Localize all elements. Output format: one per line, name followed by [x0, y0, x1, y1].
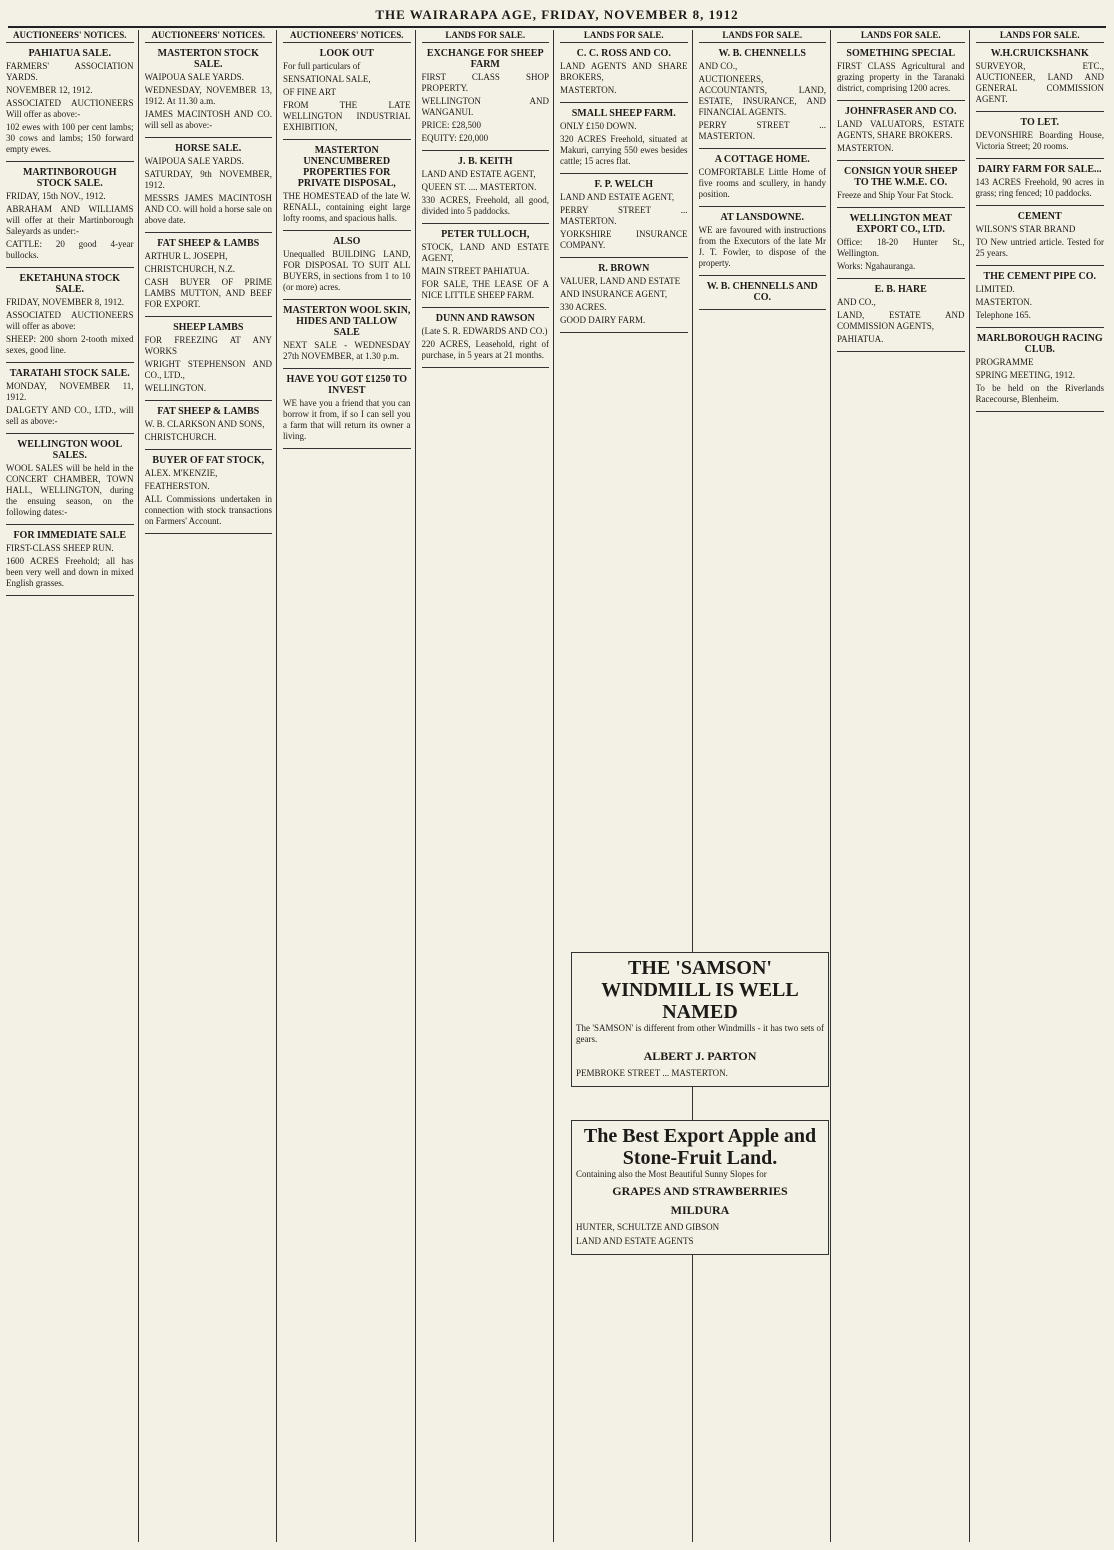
ad-heading: AT LANSDOWNE. — [720, 212, 805, 223]
ad-heading: TO LET. — [1020, 117, 1060, 128]
ad-block — [283, 143, 411, 231]
ad-text: MONDAY, NOVEMBER 11, 1912. — [6, 381, 134, 402]
ad-heading: MARLBOROUGH RACING CLUB. — [976, 333, 1103, 355]
ad-block — [422, 154, 550, 224]
ad-heading: JOHNFRASER AND CO. — [845, 106, 957, 117]
samson-title: THE 'SAMSON' WINDMILL IS WELL NAMED — [601, 957, 799, 1023]
ad-text: FEATHERSTON. — [144, 481, 210, 491]
ad-heading: FOR IMMEDIATE SALE — [13, 530, 127, 541]
ad-text: WAIPOUA SALE YARDS. — [144, 72, 244, 82]
ad-block — [422, 311, 550, 368]
ad-heading: DUNN AND RAWSON — [435, 313, 535, 324]
ad-text: ARTHUR L. JOSEPH, — [144, 251, 228, 261]
ad-text: ABRAHAM AND WILLIAMS will offer at their Martinborough Saleyards as under:- — [6, 204, 134, 236]
ad-text: EQUITY: £20,000 — [421, 133, 489, 143]
mildura-title: The Best Export Apple and Stone-Fruit Land. — [583, 1125, 817, 1169]
ad-text: GOOD DAIRY FARM. — [560, 315, 646, 325]
samson-line-1: The 'SAMSON' is different from other Windmills - it has two sets of gears. — [576, 1023, 824, 1044]
ad-block — [145, 236, 273, 317]
column-head: AUCTIONEERS' NOTICES. — [145, 30, 273, 43]
ad-text: ONLY £150 DOWN. — [560, 121, 637, 131]
column-1 — [6, 30, 139, 1542]
column-head: LANDS FOR SALE. — [976, 30, 1105, 43]
ad-text: W. B. CLARKSON AND SONS, — [144, 419, 265, 429]
ad-text: 220 ACRES, Leasehold, right of purchase, in 5 years at 21 months. — [421, 339, 549, 360]
ad-text: WRIGHT STEPHENSON AND CO., LTD., — [144, 359, 272, 380]
ad-text: WELLINGTON. — [144, 383, 207, 393]
ad-text: LAND VALUATORS, ESTATE AGENTS, SHARE BROKERS. — [837, 119, 965, 140]
ad-block — [976, 115, 1105, 159]
column-4 — [422, 30, 555, 1542]
samson-line-3: PEMBROKE STREET ... MASTERTON. — [576, 1068, 728, 1078]
ad-heading: F. P. WELCH — [594, 179, 654, 190]
column-head: AUCTIONEERS' NOTICES. — [6, 30, 134, 43]
columns — [6, 30, 1108, 1542]
ad-heading: EXCHANGE FOR SHEEP FARM — [426, 48, 544, 70]
ad-heading: HORSE SALE. — [175, 143, 242, 154]
ad-text: ALL Commissions undertaken in connection with stock transactions on Farmers' Account. — [144, 494, 272, 526]
ad-block — [837, 104, 965, 161]
column-3 — [283, 30, 416, 1542]
ad-text: DEVONSHIRE Boarding House, Victoria Street; 20 rooms. — [975, 130, 1104, 151]
ad-text: ASSOCIATED AUCTIONEERS will offer as above: — [6, 310, 134, 331]
ad-text: SENSATIONAL SALE, — [283, 74, 371, 84]
samson-windmill-ad — [571, 952, 829, 1087]
ad-text: LAND, ESTATE AND COMMISSION AGENTS, — [837, 310, 965, 331]
ad-heading: C. C. ROSS AND CO. — [576, 48, 671, 59]
ad-text: ASSOCIATED AUCTIONEERS Will offer as above:- — [6, 98, 134, 119]
ad-text: 1600 ACRES Freehold; all has been very well and down in mixed English grasses. — [6, 556, 134, 588]
ad-block — [6, 46, 134, 162]
ad-text: AND CO., — [698, 61, 738, 71]
ad-text: CASH BUYER OF PRIME LAMBS MUTTON, AND BEEF FOR EXPORT. — [144, 277, 272, 309]
ad-heading: MASTERTON STOCK SALE. — [157, 48, 259, 70]
ad-block — [6, 165, 134, 268]
ad-heading: MASTERTON UNENCUMBERED PROPERTIES FOR PRIVATE DISPOSAL, — [297, 145, 396, 189]
column-6 — [699, 30, 832, 1542]
ad-text: FOR SALE, THE LEASE OF A NICE LITTLE SHEEP FARM. — [421, 279, 549, 300]
ad-text: THE HOMESTEAD of the late W. RENALL, containing eight large lofty rooms, and spacious halls. — [283, 191, 411, 223]
ad-heading: CONSIGN YOUR SHEEP TO THE W.M.E. CO. — [843, 166, 958, 188]
ad-text: DALGETY AND CO., LTD., will sell as above:- — [6, 405, 134, 426]
ad-heading: MARTINBOROUGH STOCK SALE. — [22, 167, 117, 189]
ad-heading: FAT SHEEP & LAMBS — [157, 238, 260, 249]
ad-block — [283, 234, 411, 300]
ad-block — [699, 210, 827, 276]
ad-heading: ALSO — [333, 236, 361, 247]
ad-block — [699, 152, 827, 207]
ad-text: SPRING MEETING, 1912. — [975, 370, 1076, 380]
column-head: LANDS FOR SALE. — [422, 30, 550, 43]
ad-heading: WELLINGTON WOOL SALES. — [17, 439, 123, 461]
ad-heading: CEMENT — [1017, 211, 1062, 222]
ad-text: 330 ACRES. — [560, 302, 607, 312]
ad-heading: SHEEP LAMBS — [173, 322, 244, 333]
ad-block — [422, 227, 550, 308]
ad-block — [976, 331, 1105, 412]
ad-heading: DAIRY FARM FOR SALE... — [977, 164, 1102, 175]
masthead: THE WAIRARAPA AGE, FRIDAY, NOVEMBER 8, 1912 — [8, 4, 1106, 28]
ad-text: For full particulars of — [283, 61, 361, 71]
ad-text: MASTERTON. — [837, 143, 894, 153]
ad-text: NEXT SALE - WEDNESDAY 27th NOVEMBER, at 1.30 p.m. — [283, 340, 411, 361]
ad-heading: E. B. HARE — [874, 284, 927, 295]
ad-heading: WELLINGTON MEAT EXPORT CO., LTD. — [849, 213, 952, 235]
ad-text: AUCTIONEERS, ACCOUNTANTS, LAND, ESTATE, INSURANCE, AND FINANCIAL AGENTS. — [698, 74, 826, 117]
ad-text: CHRISTCHURCH. — [144, 432, 217, 442]
ad-heading: THE CEMENT PIPE CO. — [983, 271, 1097, 282]
ad-text: FRIDAY, 15th NOV., 1912. — [6, 191, 106, 201]
ad-text: YORKSHIRE INSURANCE COMPANY. — [560, 229, 688, 250]
ad-block — [6, 366, 134, 434]
column-2 — [145, 30, 278, 1542]
ad-text: 330 ACRES, Freehold, all good, divided into 5 paddocks. — [421, 195, 549, 216]
ad-text: LAND AGENTS AND SHARE BROKERS, — [560, 61, 688, 82]
ad-heading: EKETAHUNA STOCK SALE. — [19, 273, 120, 295]
ad-block — [837, 164, 965, 208]
ad-heading: PAHIATUA SALE. — [28, 48, 111, 59]
ad-block — [6, 528, 134, 596]
samson-contact: ALBERT J. PARTON — [643, 1049, 757, 1063]
ad-heading: LOOK OUT — [319, 48, 374, 59]
ad-text: WE are favoured with instructions from the Executors of the late Mr J. T. Fowler, to dispose of the property. — [698, 225, 826, 268]
ad-block — [422, 46, 550, 151]
ad-text: To be held on the Riverlands Racecourse, Blenheim. — [975, 383, 1104, 404]
ad-text: WE have you a friend that you can borrow it from, if so I can sell you a farm that will return its owner a living. — [283, 398, 411, 441]
ad-text: PERRY STREET ... MASTERTON. — [698, 120, 826, 141]
column-head: LANDS FOR SALE. — [560, 30, 688, 43]
ad-text: SATURDAY, 9th NOVEMBER, 1912. — [144, 169, 272, 190]
ad-block — [699, 46, 827, 149]
ad-heading: HAVE YOU GOT £1250 TO INVEST — [286, 374, 408, 396]
mildura-line-3: MILDURA — [670, 1203, 730, 1217]
ad-text: VALUER, LAND AND ESTATE — [560, 276, 681, 286]
ad-block — [283, 303, 411, 369]
ad-text: PRICE: £28,500 — [421, 120, 482, 130]
ad-text: Telephone 165. — [975, 310, 1031, 320]
ad-text: WELLINGTON AND WANGANUI. — [421, 96, 549, 117]
ad-heading: W. B. CHENNELLS — [718, 48, 806, 59]
ad-text: Unequalled BUILDING LAND, FOR DISPOSAL TO SUIT ALL BUYERS, in sections from 1 to 10 (or more) acres. — [283, 249, 411, 292]
ad-text: WEDNESDAY, NOVEMBER 13, 1912. At 11.30 a.m. — [144, 85, 272, 106]
ad-text: FIRST-CLASS SHEEP RUN. — [6, 543, 114, 553]
ad-heading: FAT SHEEP & LAMBS — [157, 406, 260, 417]
ad-text: Works: Ngahauranga. — [837, 261, 916, 271]
ad-text: 102 ewes with 100 per cent lambs; 30 cows and lambs; 150 forward empty ewes. — [6, 122, 134, 154]
ad-text: FOR FREEZING AT ANY WORKS — [144, 335, 272, 356]
ad-heading: J. B. KEITH — [458, 156, 513, 167]
ad-heading: W. B. CHENNELLS AND CO. — [706, 281, 818, 303]
mildura-line-5: LAND AND ESTATE AGENTS — [576, 1236, 694, 1246]
ad-block — [837, 211, 965, 279]
ad-text: WILSON'S STAR BRAND — [975, 224, 1076, 234]
ad-block — [976, 269, 1105, 328]
ad-text: 320 ACRES Freehold, situated at Makuri, carrying 550 ewes besides cattle; 15 acres flat. — [560, 134, 688, 166]
ad-text: WOOL SALES will be held in the CONCERT CHAMBER, TOWN HALL, WELLINGTON, during the ensuing season, on the following dates:- — [6, 463, 134, 517]
ad-text: STOCK, LAND AND ESTATE AGENT, — [421, 242, 549, 263]
mildura-ad — [571, 1120, 829, 1255]
ad-text: PERRY STREET ... MASTERTON. — [560, 205, 688, 226]
ad-heading: SMALL SHEEP FARM. — [571, 108, 676, 119]
column-head: LANDS FOR SALE. — [837, 30, 965, 43]
ad-heading: BUYER OF FAT STOCK, — [152, 455, 265, 466]
ad-text: QUEEN ST. .... MASTERTON. — [421, 182, 537, 192]
mildura-line-1: Containing also the Most Beautiful Sunny Slopes for — [576, 1169, 767, 1179]
ad-text: MASTERTON. — [560, 85, 617, 95]
ad-block — [145, 320, 273, 401]
ad-text: FARMERS' ASSOCIATION YARDS. — [6, 61, 134, 82]
ad-heading: PETER TULLOCH, — [441, 229, 530, 240]
ad-text: NOVEMBER 12, 1912. — [6, 85, 93, 95]
ad-block — [6, 271, 134, 363]
ad-text: MAIN STREET PAHIATUA. — [421, 266, 530, 276]
ad-text: FIRST CLASS SHOP PROPERTY. — [421, 72, 549, 93]
column-head: AUCTIONEERS' NOTICES. — [283, 30, 411, 43]
ad-block — [837, 282, 965, 352]
ad-heading: R. BROWN — [598, 263, 650, 274]
ad-heading: SOMETHING SPECIAL — [846, 48, 956, 59]
ad-text: Office: 18-20 Hunter St., Wellington. — [837, 237, 965, 258]
ad-text: MASTERTON. — [975, 297, 1033, 307]
ad-block — [560, 177, 688, 258]
ad-text: (Late S. R. EDWARDS AND CO.) — [421, 326, 548, 336]
ad-text: WAIPOUA SALE YARDS. — [144, 156, 244, 166]
ad-text: JAMES MACINTOSH AND CO. will sell as above:- — [144, 109, 272, 130]
ad-text: LIMITED. — [975, 284, 1015, 294]
ad-block — [145, 453, 273, 534]
ad-text: FIRST CLASS Agricultural and grazing property in the Taranaki district, comprising 1200 acres. — [837, 61, 965, 93]
ad-block — [560, 261, 688, 333]
ad-text: TO New untried article. Tested for 25 years. — [975, 237, 1104, 258]
ad-heading: A COTTAGE HOME. — [714, 154, 810, 165]
ad-text: PAHIATUA. — [837, 334, 884, 344]
mildura-line-4: HUNTER, SCHULTZE AND GIBSON — [576, 1222, 720, 1232]
ad-text: LAND AND ESTATE AGENT, — [560, 192, 675, 202]
ad-block — [976, 162, 1105, 206]
ad-text: SHEEP: 200 shorn 2-tooth mixed sexes, good line. — [6, 334, 134, 355]
ad-text: PROGRAMME — [975, 357, 1034, 367]
ad-text: Freeze and Ship Your Fat Stock. — [837, 190, 954, 200]
ad-text: CATTLE: 20 good 4-year bullocks. — [6, 239, 134, 260]
ad-text: COMFORTABLE Little Home of five rooms and scullery, in handy position. — [698, 167, 826, 199]
ad-block — [145, 141, 273, 233]
ad-heading: W.H.CRUICKSHANK — [990, 48, 1089, 59]
ad-heading: TARATAHI STOCK SALE. — [9, 368, 130, 379]
ad-text: CHRISTCHURCH, N.Z. — [144, 264, 236, 274]
ad-text: SURVEYOR, ETC., AUCTIONEER, LAND AND GENERAL COMMISSION AGENT. — [975, 61, 1104, 104]
ad-block — [145, 404, 273, 450]
ad-text: LAND AND ESTATE AGENT, — [421, 169, 536, 179]
ad-text: AND INSURANCE AGENT, — [560, 289, 668, 299]
ad-block — [145, 46, 273, 138]
ad-block — [6, 437, 134, 525]
column-8 — [976, 30, 1109, 1542]
ad-block — [976, 209, 1105, 266]
ad-text: FRIDAY, NOVEMBER 8, 1912. — [6, 297, 125, 307]
ad-block — [560, 106, 688, 174]
ad-text: MESSRS JAMES MACINTOSH AND CO. will hold a horse sale on above date. — [144, 193, 272, 225]
ad-block — [283, 46, 411, 140]
column-7 — [837, 30, 970, 1542]
ad-text: FROM THE LATE WELLINGTON INDUSTRIAL EXHIBITION, — [283, 100, 411, 132]
ad-block — [837, 46, 965, 101]
ad-block — [699, 279, 827, 310]
ad-text: ALEX. M'KENZIE, — [144, 468, 218, 478]
column-5 — [560, 30, 693, 1542]
ad-text: 143 ACRES Freehold, 90 acres in grass; ring fenced; 10 paddocks. — [975, 177, 1104, 198]
ad-heading: MASTERTON WOOL SKIN, HIDES AND TALLOW SALE — [283, 305, 411, 338]
mildura-line-2: GRAPES AND STRAWBERRIES — [612, 1184, 788, 1198]
ad-block — [283, 372, 411, 449]
ad-text: AND CO., — [837, 297, 876, 307]
ad-block — [560, 46, 688, 103]
column-head: LANDS FOR SALE. — [699, 30, 827, 43]
ad-text: OF FINE ART — [283, 87, 336, 97]
ad-block — [976, 46, 1105, 112]
